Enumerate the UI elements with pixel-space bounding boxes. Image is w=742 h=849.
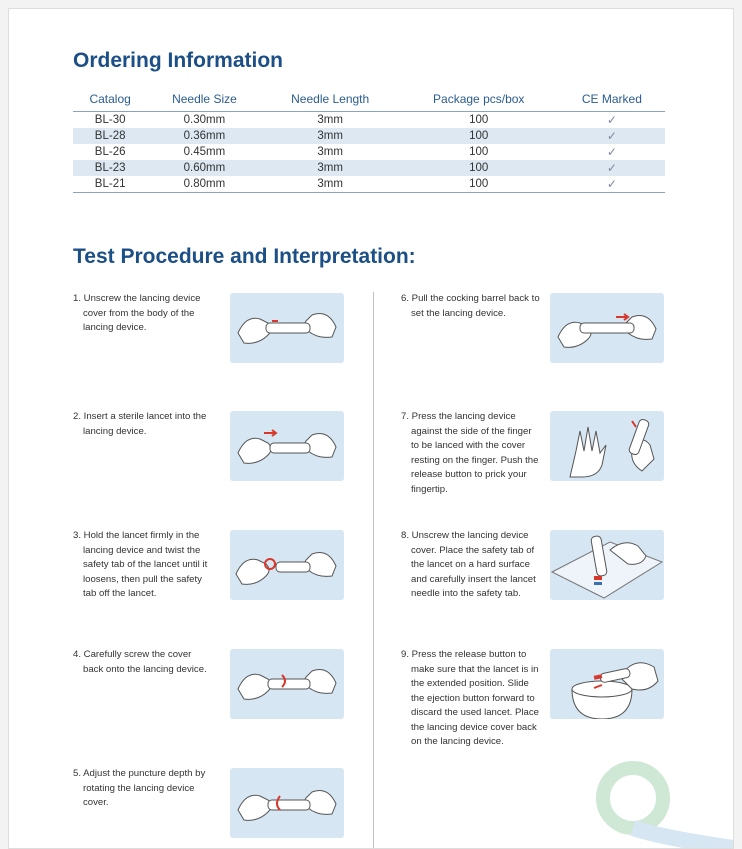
step-8-text: 8. Unscrew the lancing device cover. Place the safety tab of the lancet on a hard surface and carefully insert the lancet needle into the safety tab.	[401, 530, 536, 599]
step-4-illustration	[230, 649, 344, 719]
step-3-illustration	[230, 530, 344, 600]
hands-lancet-illustration	[230, 768, 344, 838]
cell-catalog: BL-23	[73, 160, 147, 176]
procedure-title: Test Procedure and Interpretation:	[73, 245, 416, 268]
col-package: Package pcs/box	[399, 87, 559, 112]
cell-length: 3mm	[262, 176, 399, 193]
cell-size: 0.36mm	[147, 128, 261, 144]
lancet-disposal-illustration	[550, 530, 664, 600]
col-needle-size: Needle Size	[147, 87, 261, 112]
step-9-text: 9. Press the release button to make sure that the lancet is in the extended position. Slide the ejection button forward to discard the used lancet. Place the lancing device cover back on the lancing device.	[401, 649, 539, 747]
cell-size: 0.80mm	[147, 176, 261, 193]
check-icon: ✓	[606, 113, 617, 127]
step-7-text: 7. Press the lancing device against the side of the finger to be lanced with the cover resting on the finger. Push the release button to prick your fingertip.	[401, 411, 539, 495]
hands-lancet-illustration	[230, 649, 344, 719]
document-page	[8, 8, 734, 849]
hands-lancet-illustration	[230, 530, 344, 600]
check-icon: ✓	[606, 145, 617, 159]
cell-package: 100	[469, 146, 489, 158]
ordering-table	[73, 87, 665, 193]
step-5-illustration	[230, 768, 344, 838]
hands-lancet-illustration	[550, 293, 664, 363]
table-row	[73, 112, 665, 129]
cell-catalog: BL-30	[94, 114, 126, 126]
table-row	[73, 160, 665, 176]
cell-length: 3mm	[317, 146, 343, 158]
step-8-illustration	[550, 530, 664, 600]
finger-prick-illustration	[550, 411, 664, 481]
table-header-row	[73, 87, 665, 112]
cell-length: 3mm	[262, 160, 399, 176]
hands-lancet-illustration	[230, 293, 344, 363]
cell-size: 0.45mm	[183, 146, 226, 158]
lancet-eject-illustration	[550, 649, 664, 719]
cell-length: 3mm	[262, 128, 399, 144]
check-icon: ✓	[559, 128, 665, 144]
step-2-illustration	[230, 411, 344, 481]
step-3-text: 3. Hold the lancet firmly in the lancing device and twist the safety tab of the lancet until it loosens, then pull the safety tab off the lancet.	[73, 530, 208, 599]
cell-size: 0.60mm	[147, 160, 261, 176]
check-icon: ✓	[559, 176, 665, 193]
cell-catalog: BL-21	[73, 176, 147, 193]
step-5-text: 5. Adjust the puncture depth by rotating the lancing device cover.	[73, 768, 206, 808]
step-7-illustration	[550, 411, 664, 481]
cell-catalog: BL-26	[94, 146, 126, 158]
ordering-title: Ordering Information	[73, 49, 283, 72]
cell-length: 3mm	[317, 114, 343, 126]
col-catalog: Catalog	[73, 87, 147, 112]
cell-package: 100	[399, 176, 559, 193]
table-row	[73, 176, 665, 193]
step-9-illustration	[550, 649, 664, 719]
col-needle-length: Needle Length	[262, 87, 399, 112]
cell-package: 100	[469, 114, 489, 126]
col-ce-marked: CE Marked	[559, 87, 665, 112]
cell-catalog: BL-28	[73, 128, 147, 144]
column-divider	[373, 292, 374, 849]
step-6-illustration	[550, 293, 664, 363]
step-1-illustration	[230, 293, 344, 363]
cell-package: 100	[399, 128, 559, 144]
table-row	[73, 144, 665, 160]
step-2-text: 2. Insert a sterile lancet into the lancing device.	[73, 411, 207, 437]
hands-lancet-illustration	[230, 411, 344, 481]
table-row	[73, 128, 665, 144]
step-4-text: 4. Carefully screw the cover back onto the lancing device.	[73, 649, 207, 675]
step-1-text: 1. Unscrew the lancing device cover from the body of the lancing device.	[73, 293, 201, 333]
step-6-text: 6. Pull the cocking barrel back to set the lancing device.	[401, 293, 540, 319]
cell-package: 100	[399, 160, 559, 176]
cell-size: 0.30mm	[183, 114, 226, 126]
decorative-ring-graphic	[593, 758, 733, 848]
check-icon: ✓	[559, 160, 665, 176]
